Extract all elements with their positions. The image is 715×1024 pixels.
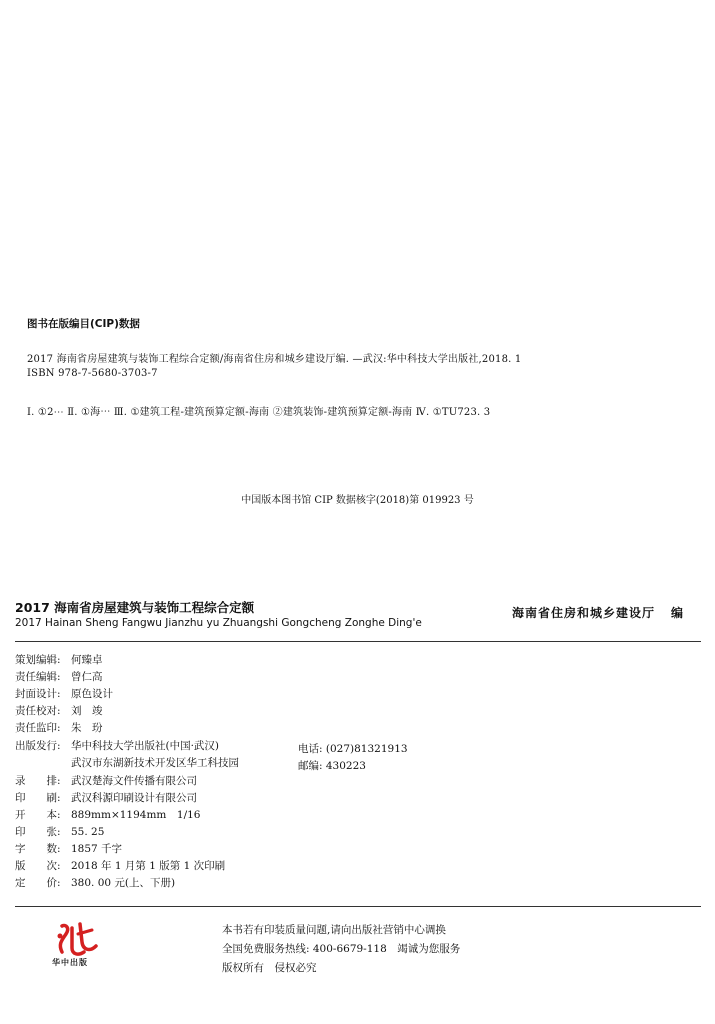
cip-check-number: 中国版本图书馆 CIP 数据核字(2018)第 019923 号 (241, 495, 474, 506)
credit-row (15, 807, 200, 824)
credit-value: 1857 千字 (71, 843, 123, 855)
credit-value: 武汉科源印刷设计有限公司 (71, 792, 197, 804)
cip-heading: 图书在版编目(CIP)数据 (27, 318, 140, 330)
book-title: 2017 海南省房屋建筑与装饰工程综合定额 (15, 600, 255, 615)
credit-row (15, 755, 239, 772)
credit-value: 朱 玢 (71, 722, 103, 734)
credit-value: 889mm×1194mm 1/16 (71, 809, 201, 821)
credit-row (15, 686, 113, 703)
credit-row (15, 858, 225, 875)
credit-value: 何臻卓 (71, 654, 103, 666)
credit-row (15, 790, 197, 807)
divider-bottom (15, 906, 701, 907)
credit-label: 印 张: (15, 826, 61, 838)
editor-name: 海南省住房和城乡建设厅 (512, 606, 656, 620)
credit-row (15, 824, 104, 841)
credit-label: 责任监印: (15, 722, 61, 734)
credit-value: 55. 25 (71, 826, 105, 838)
credit-label: 封面设计: (15, 688, 61, 700)
credit-value: 华中科技大学出版社(中国·武汉) (71, 740, 220, 752)
book-title-pinyin: 2017 Hainan Sheng Fangwu Jianzhu yu Zhuangshi Gongcheng Zonghe Ding'e (15, 617, 422, 629)
isbn: ISBN 978-7-5680-3703-7 (27, 368, 158, 379)
credit-row (15, 720, 103, 737)
credit-value: 武汉市东湖新技术开发区华工科技园 (71, 757, 239, 769)
credit-value: 曾仁高 (71, 671, 103, 683)
credit-row (15, 652, 103, 669)
cip-description: 2017 海南省房屋建筑与装饰工程综合定额/海南省住房和城乡建设厅编. —武汉:华中科技大学出版社,2018. 1 (27, 354, 522, 365)
credit-row (15, 738, 219, 755)
credit-label: 开 本: (15, 809, 61, 821)
publisher-postcode: 邮编: 430223 (298, 760, 366, 772)
credit-label: 策划编辑: (15, 654, 61, 666)
quality-notice: 本书若有印装质量问题,请向出版社营销中心调换 (222, 924, 446, 936)
divider-top (15, 641, 701, 642)
credit-label: 字 数: (15, 843, 61, 855)
copyright-notice: 版权所有 侵权必究 (222, 962, 317, 974)
credit-value: 刘 竣 (71, 705, 103, 717)
cip-classification: Ⅰ. ①2⋯ Ⅱ. ①海⋯ Ⅲ. ①建筑工程-建筑预算定额-海南 ②建筑装饰-建筑预算定额-海南 Ⅳ. ①TU723. 3 (27, 407, 491, 418)
service-hotline: 全国免费服务热线: 400-6679-118 竭诚为您服务 (222, 943, 461, 955)
credit-row (15, 841, 122, 858)
credit-row (15, 875, 175, 892)
credit-label: 责任校对: (15, 705, 61, 717)
book-editor (512, 604, 684, 621)
publisher-phone: 电话: (027)81321913 (298, 743, 408, 755)
credit-label: 版 次: (15, 860, 61, 872)
credit-row (15, 773, 197, 790)
credit-label: 印 刷: (15, 792, 61, 804)
credit-value: 380. 00 元(上、下册) (71, 877, 176, 889)
credit-row (15, 669, 103, 686)
editor-role: 编 (671, 606, 685, 620)
credit-label: 责任编辑: (15, 671, 61, 683)
credit-label: 定 价: (15, 877, 61, 889)
credit-row (15, 703, 103, 720)
credit-label: 出版发行: (15, 740, 61, 752)
publisher-logo-text: 华中出版 (52, 957, 88, 967)
credit-value: 2018 年 1 月第 1 版第 1 次印刷 (71, 860, 226, 872)
credit-value: 武汉楚海文件传播有限公司 (71, 775, 197, 787)
credit-value: 原色设计 (71, 688, 113, 700)
credit-label: 录 排: (15, 775, 61, 787)
